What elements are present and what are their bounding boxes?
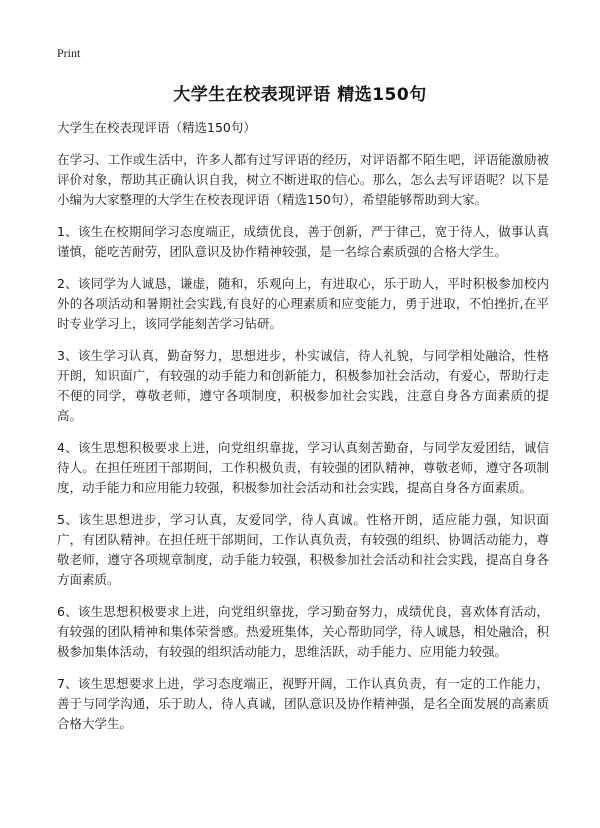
comment-paragraph-7: 7、该生思想要求上进，学习态度端正，视野开阔，工作认真负责，有一定的工作能力，善于与同学沟通，乐于助人，待人真诚，团队意识及协作精神强，是名全面发展的高素质合格大学生。 <box>57 676 549 731</box>
document-subtitle: 大学生在校表现评语（精选150句） <box>57 120 256 135</box>
comment-paragraph-1: 1、该生在校期间学习态度端正，成绩优良，善于创新，严于律己，宽于待人，做事认真谨慎，能吃苦耐劳，团队意识及协作精神较强，是一名综合素质强的合格大学生。 <box>57 224 549 259</box>
comment-paragraph-5: 5、该生思想进步，学习认真，友爱同学，待人真诚。性格开朗，适应能力强，知识面广，有团队精神。在担任班干部期间，工作认真负责，有较强的组织、协调活动能力，尊敬老师，遵守各项规章制度，动手能力较强，积极参加社会活动和社会实践，提高自身各方面素质。 <box>57 512 549 587</box>
comment-paragraph-3: 3、该生学习认真，勤奋努力，思想进步，朴实诚信，待人礼貌，与同学相处融洽，性格开朗，知识面广，有较强的动手能力和创新能力，积极参加社会活动，有爱心，帮助行走不便的同学，尊敬老师，遵守各项制度，积极参加社会实践，注意自身各方面素质的提高。 <box>57 348 549 423</box>
comment-paragraph-4: 4、该生思想积极要求上进，向党组织靠拢，学习认真刻苦勤奋，与同学友爱团结，诚信待人。在担任班团干部期间，工作积极负责，有较强的团队精神，尊敬老师，遵守各项制度，动手能力和应用能力较强，积极参加社会活动和社会实践，提高自身各方面素质。 <box>57 440 549 495</box>
intro-paragraph: 在学习、工作或生活中，许多人都有过写评语的经历，对评语都不陌生吧，评语能激励被评价对象，帮助其正确认识自我，树立不断进取的信心。那么，怎么去写评语呢？以下是小编为大家整理的大学生在校表现评语（精选150句），希望能够帮助到大家。 <box>57 152 549 207</box>
print-label: Print <box>57 46 81 60</box>
document-title: 大学生在校表现评语 精选150句 <box>173 85 427 105</box>
comment-paragraph-6: 6、该生思想积极要求上进，向党组织靠拢，学习勤奋努力，成绩优良，喜欢体育活动，有较强的团队精神和集体荣誉感。热爱班集体，关心帮助同学，待人诚恳，相处融洽，积极参加集体活动，有较强的组织活动能力，思维活跃，动手能力、应用能力较强。 <box>57 604 549 659</box>
comment-paragraph-2: 2、该同学为人诚恳，谦虚，随和，乐观向上，有进取心，乐于助人，平时积极参加校内外的各项活动和暑期社会实践,有良好的心理素质和应变能力，勇于进取，不怕挫折,在平时专业学习上，该同学能刻苦学习钻研。 <box>57 276 549 331</box>
document-body <box>57 118 549 746</box>
